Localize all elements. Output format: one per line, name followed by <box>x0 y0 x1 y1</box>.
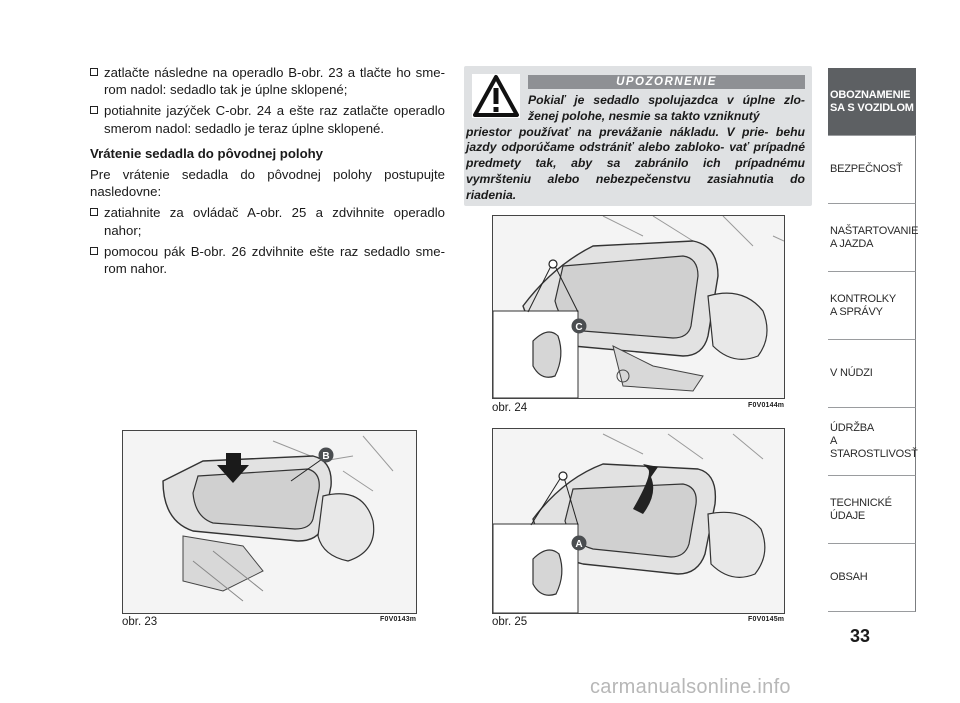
tab-v-nudzi[interactable]: V NÚDZI <box>828 340 916 408</box>
figure-caption: obr. 25 <box>492 616 528 628</box>
tab-udrzba[interactable]: ÚDRŽBA A STAROSTLIVOSŤ <box>828 408 916 476</box>
figure-caption: obr. 24 <box>492 402 528 414</box>
figure-code: F0V0144m <box>748 402 785 409</box>
figure-label-c: C <box>575 322 583 333</box>
figure-label-b: B <box>322 451 330 462</box>
figure-23-image <box>122 430 417 614</box>
checkbox-bullet-icon <box>90 68 98 76</box>
figure-25-image <box>492 428 785 614</box>
bullet-item: potiahnite jazýček C-obr. 24 a ešte raz zatlačte operadlo smerom nadol: sedadlo je teraz úplne sklopené. <box>90 102 445 136</box>
tab-nastartovanie[interactable]: NAŠTARTOVANIE A JAZDA <box>828 204 916 272</box>
tab-technicke-udaje[interactable]: TECHNICKÉ ÚDAJE <box>828 476 916 544</box>
section-heading: Vrátenie sedadla do pôvodnej polohy <box>90 145 324 161</box>
figure-caption: obr. 23 <box>122 616 158 628</box>
bullet-item: pomocou pák B-obr. 26 zdvihnite ešte raz sedadlo sme- rom nahor. <box>90 243 445 277</box>
seat-illustration-25 <box>493 429 784 613</box>
left-text-column <box>90 64 445 281</box>
figure-label-a: A <box>575 539 583 550</box>
tab-obsah[interactable]: OBSAH <box>828 544 916 612</box>
checkbox-bullet-icon <box>90 208 98 216</box>
seat-illustration-23 <box>123 431 416 613</box>
seat-illustration-24 <box>493 216 784 398</box>
tab-kontrolky[interactable]: KONTROLKY A SPRÁVY <box>828 272 916 340</box>
warning-text: Pokiaľ je sedadlo spolujazdca v úplne zlo- ženej polohe, nesmie sa takto vzniknutý priestor používať na prevážanie nákladu. V prie- behu jazdy odporúčame odstrániť alebo zabloko- vať prípadné predmety tak, aby sa zabránilo ich prípadnému vymršteniu alebo nebezpečenstvu zasiahnutia do riadenia. <box>466 93 805 202</box>
figure-24-image <box>492 215 785 399</box>
intro-paragraph: Pre vrátenie sedadla do pôvodnej polohy postupujte nasledovne: <box>90 167 445 200</box>
checkbox-bullet-icon <box>90 247 98 255</box>
checkbox-bullet-icon <box>90 106 98 114</box>
warning-box <box>464 66 812 206</box>
warning-title: UPOZORNENIE <box>528 75 805 89</box>
page-number: 33 <box>850 626 871 646</box>
figure-code: F0V0145m <box>748 616 785 623</box>
figure-code: F0V0143m <box>380 616 417 623</box>
tab-oboznamenie[interactable]: OBOZNAMENIE SA S VOZIDLOM <box>828 68 916 136</box>
bullet-item: zatlačte následne na operadlo B-obr. 23 a tlačte ho sme- rom nadol: sedadlo tak je úplne sklopené; <box>90 64 445 98</box>
watermark-text[interactable]: carmanualsonline.info <box>590 676 791 698</box>
tab-bezpecnost[interactable]: BEZPEČNOSŤ <box>828 136 916 204</box>
bullet-item: zatiahnite za ovládač A-obr. 25 a zdvihnite operadlo nahor; <box>90 204 445 238</box>
